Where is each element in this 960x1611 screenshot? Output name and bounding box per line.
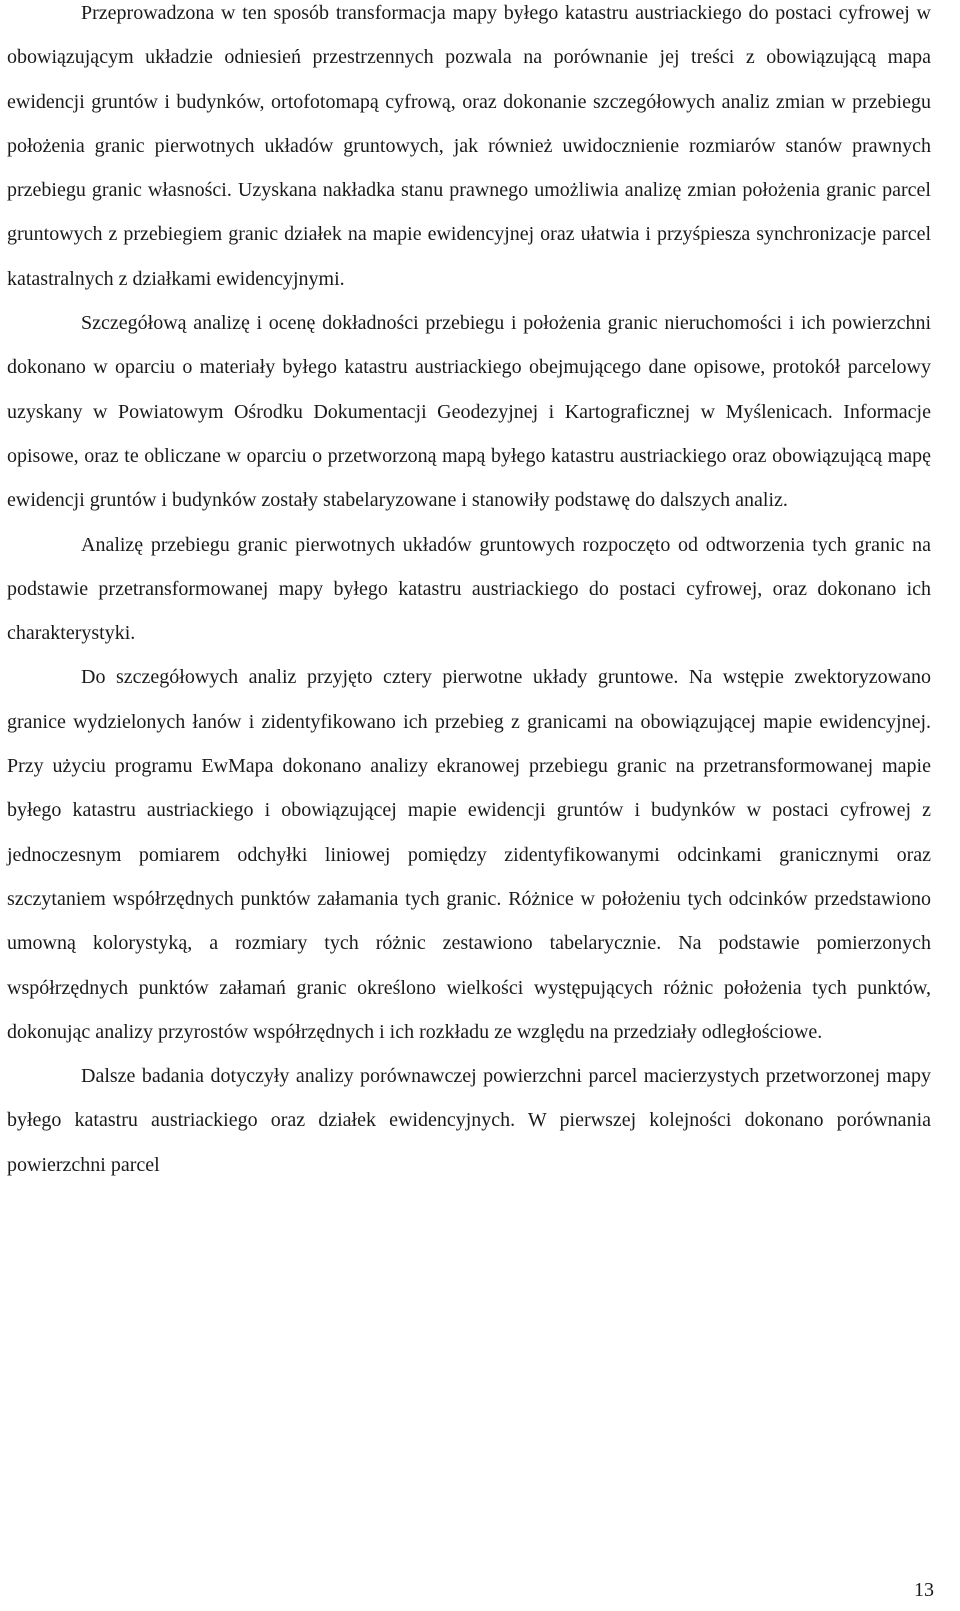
page-number: 13	[914, 1579, 934, 1601]
paragraph-2: Szczegółową analizę i ocenę dokładności przebiegu i położenia granic nieruchomości i ich powierzchni dokonano w oparciu o materiały byłego katastru austriackiego obejmującego dane opisowe, protokół parcelowy uzyskany w Powiatowym Ośrodku Dokumentacji Geodezyjnej i Kartograficznej w Myślenicach. Informacje opisowe, oraz te obliczane w oparciu o przetworzoną mapą byłego katastru austriackiego oraz obowiązującą mapę ewidencji gruntów i budynków zostały stabelaryzowane i stanowiły podstawę do dalszych analiz.	[7, 312, 931, 512]
document-page	[7, 0, 931, 1187]
paragraph-4: Do szczegółowych analiz przyjęto cztery pierwotne układy gruntowe. Na wstępie zwektoryzowano granice wydzielonych łanów i zidentyfikowano ich przebieg z granicami na obowiązującej mapie ewidencyjnej. Przy użyciu programu EwMapa dokonano analizy ekranowej przebiegu granic na przetransformowanej mapie byłego katastru austriackiego i obowiązującej mapie ewidencji gruntów i budynków w postaci cyfrowej z jednoczesnym pomiarem odchyłki liniowej pomiędzy zidentyfikowanymi odcinkami granicznymi oraz szczytaniem współrzędnych punktów załamania tych granic. Różnice w położeniu tych odcinków przedstawiono umowną kolorystyką, a rozmiary tych różnic zestawiono tabelarycznie. Na podstawie pomierzonych współrzędnych punktów załamań granic określono wielkości występujących różnic położenia tych punktów, dokonując analizy przyrostów współrzędnych i ich rozkładu ze względu na przedziały odległościowe.	[7, 666, 931, 1043]
paragraph-5: Dalsze badania dotyczyły analizy porównawczej powierzchni parcel macierzystych przetworzonej mapy byłego katastru austriackiego oraz działek ewidencyjnych. W pierwszej kolejności dokonano porównania powierzchni parcel	[7, 1065, 931, 1176]
paragraph-1: Przeprowadzona w ten sposób transformacja mapy byłego katastru austriackiego do postaci cyfrowej w obowiązującym układzie odniesień przestrzennych pozwala na porównanie jej treści z obowiązującą mapa ewidencji gruntów i budynków, ortofotomapą cyfrową, oraz dokonanie szczegółowych analiz zmian w przebiegu położenia granic pierwotnych układów gruntowych, jak również uwidocznienie rozmiarów stanów prawnych przebiegu granic własności. Uzyskana nakładka stanu prawnego umożliwia analizę zmian położenia granic parcel gruntowych z przebiegiem granic działek na mapie ewidencyjnej oraz ułatwia i przyśpiesza synchronizacje parcel katastralnych z działkami ewidencyjnymi.	[7, 2, 931, 290]
paragraph-3: Analizę przebiegu granic pierwotnych układów gruntowych rozpoczęto od odtworzenia tych granic na podstawie przetransformowanej mapy byłego katastru austriackiego do postaci cyfrowej, oraz dokonano ich charakterystyki.	[7, 533, 931, 645]
